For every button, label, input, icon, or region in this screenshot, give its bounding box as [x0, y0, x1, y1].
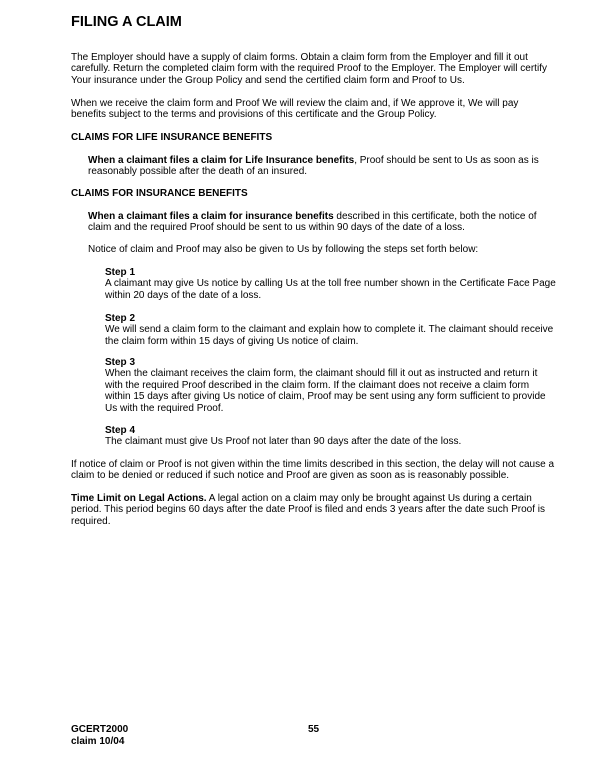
step-text: The claimant must give Us Proof not later than 90 days after the date of the loss.	[105, 436, 462, 448]
step-text: When the claimant receives the claim form, the claimant should fill it out as instructed and return it with the required Proof described in the claim form. If the claimant does not receive a claim form within 15 days after giving Us notice of claim, Proof may be sent using any form sufficient to provide Us with the required Proof.	[105, 368, 546, 414]
insurance-section-text: described in this certificate, both the notice of claim and the required Proof should be sent to us within 90 days of the date of a loss.	[88, 211, 537, 234]
step-text: A claimant may give Us notice by calling Us at the toll free number shown in the Certificate Face Page within 20 days of the date of a loss.	[105, 278, 556, 301]
footer-page-number: 55	[308, 724, 320, 735]
step-label: Step 3	[105, 357, 136, 368]
step-label: Step 4	[105, 425, 136, 436]
step-1	[105, 267, 557, 301]
insurance-section-lead: When a claimant files a claim for insurance benefits	[88, 211, 334, 222]
step-label: Step 1	[105, 267, 136, 278]
life-section-lead: When a claimant files a claim for Life Insurance benefits	[88, 155, 355, 166]
step-3	[105, 357, 557, 414]
insurance-section-paragraph	[88, 211, 558, 234]
legal-actions-lead: Time Limit on Legal Actions.	[71, 493, 207, 504]
steps-intro: Notice of claim and Proof may also be given to Us by following the steps set forth below:	[88, 244, 479, 255]
legal-actions-paragraph	[71, 493, 556, 527]
step-label: Step 2	[105, 313, 136, 324]
footer-form-version: claim 10/04	[71, 736, 125, 747]
legal-actions-text: A legal action on a claim may only be brought against Us during a certain period. This period begins 60 days after the date Proof is filed and ends 3 years after the date such Proof is required.	[71, 493, 545, 527]
step-2	[105, 313, 557, 347]
step-4	[105, 425, 557, 448]
life-section-heading: CLAIMS FOR LIFE INSURANCE BENEFITS	[71, 132, 273, 143]
life-section-text: , Proof should be sent to Us as soon as is reasonably possible after the death of an insured.	[88, 155, 539, 178]
page-title: FILING A CLAIM	[71, 14, 182, 30]
step-text: We will send a claim form to the claimant and explain how to complete it. The claimant should receive the claim form within 15 days of giving Us notice of claim.	[105, 324, 554, 347]
delay-paragraph: If notice of claim or Proof is not given within the time limits described in this section, the delay will not cause a claim to be denied or reduced if such notice and Proof are given as soon as is reasonably possible.	[71, 459, 555, 482]
intro-paragraph-1: The Employer should have a supply of claim forms. Obtain a claim form from the Employer and fill it out carefully. Return the completed claim form with the required Proof to the Employer. The Employer will certify Your insurance under the Group Policy and send the certified claim form and Proof to Us.	[71, 52, 547, 86]
intro-paragraph-2: When we receive the claim form and Proof We will review the claim and, if We approve it, We will pay benefits subject to the terms and provisions of this certificate and the Group Policy.	[71, 98, 519, 121]
insurance-section-heading: CLAIMS FOR INSURANCE BENEFITS	[71, 188, 248, 199]
life-section-paragraph	[88, 155, 558, 178]
footer-form-code: GCERT2000	[71, 724, 129, 735]
